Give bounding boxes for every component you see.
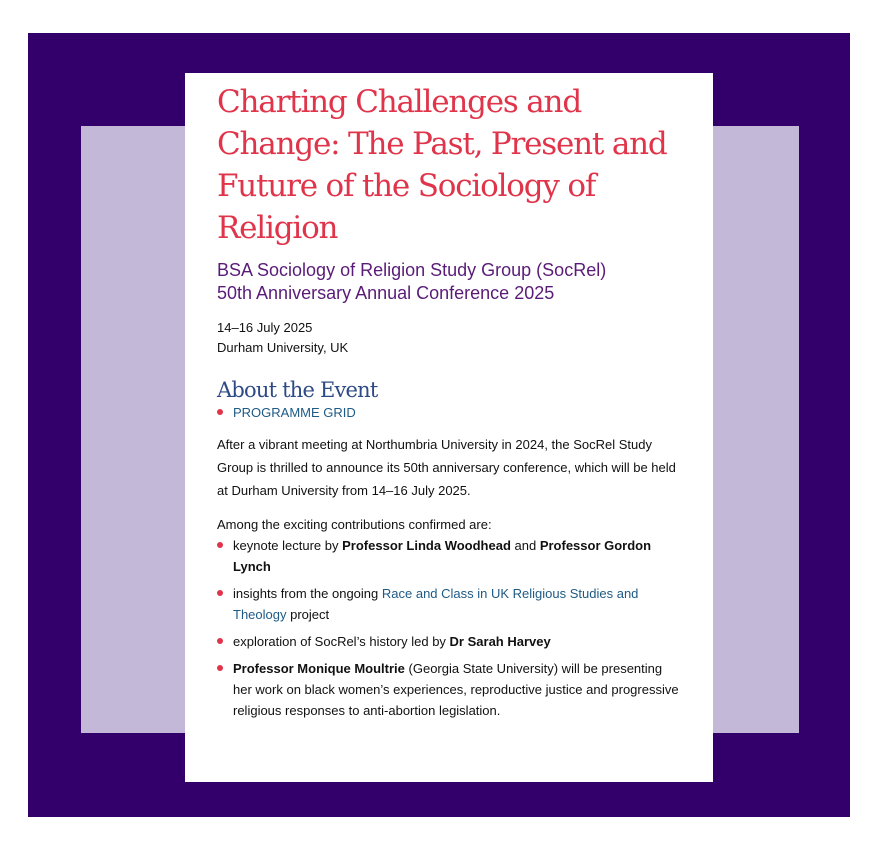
bullet-icon <box>217 409 223 415</box>
event-meta <box>217 318 683 358</box>
contributions-list <box>217 535 683 721</box>
item-text: (Georgia State University) will be presenting her work on black women’s experiences, reproductive justice and progressive religious responses to anti-abortion legislation. <box>233 661 679 718</box>
speaker-name: Professor Linda Woodhead <box>342 538 511 553</box>
bullet-icon <box>217 665 223 671</box>
item-text: and <box>510 538 540 553</box>
programme-grid-link[interactable]: PROGRAMME GRID <box>233 405 356 420</box>
programme-list <box>217 402 683 423</box>
list-item <box>217 583 683 625</box>
bullet-icon <box>217 542 223 548</box>
event-dates: 14–16 July 2025 <box>217 320 313 335</box>
speaker-name: Professor Monique Moultrie <box>233 661 405 676</box>
event-subtitle <box>217 259 683 305</box>
item-text: keynote lecture by <box>233 538 343 553</box>
item-text: exploration of SocRel’s history led by <box>233 634 450 649</box>
item-text: project <box>286 607 330 622</box>
about-heading: About the Event <box>217 378 378 402</box>
project-link[interactable]: Race and Class in UK Religious Studies and Theology <box>233 586 639 622</box>
list-item <box>217 658 683 721</box>
list-item <box>217 535 683 577</box>
intro-paragraph: After a vibrant meeting at Northumbria University in 2024, the SocRel Study Group is thrilled to announce its 50th anniversary conference, which will be held at Durham University from 14–16 July 2025. <box>217 437 676 498</box>
event-location: Durham University, UK <box>217 340 349 355</box>
subtitle-line-2: 50th Anniversary Annual Conference 2025 <box>217 283 555 303</box>
bullet-icon <box>217 590 223 596</box>
speaker-name: Professor Gordon Lynch <box>233 538 652 574</box>
contributions-intro: Among the exciting contributions confirmed are: <box>217 517 492 532</box>
item-text: insights from the ongoing <box>233 586 382 601</box>
list-item <box>217 631 683 652</box>
speaker-name: Dr Sarah Harvey <box>449 634 551 649</box>
event-title: Charting Challenges and Change: The Past, Present and Future of the Sociology of Religion <box>217 84 667 246</box>
bullet-icon <box>217 638 223 644</box>
event-card <box>185 73 713 782</box>
subtitle-line-1: BSA Sociology of Religion Study Group (SocRel) <box>217 260 607 280</box>
list-item <box>217 402 683 423</box>
